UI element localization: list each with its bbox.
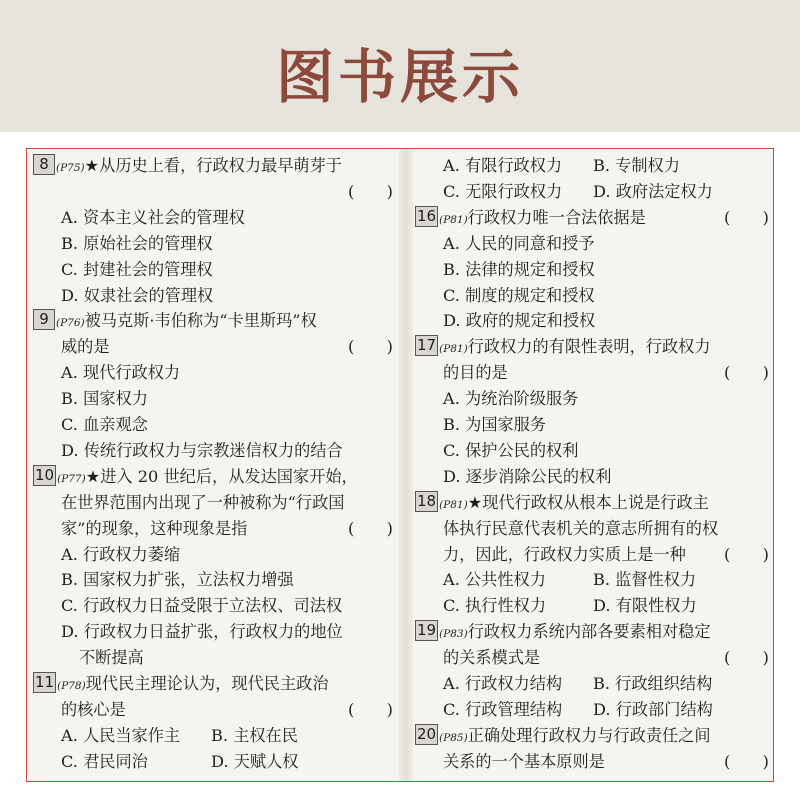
- answer-option: B. 专制权力: [593, 156, 680, 175]
- answer-blank: ( ): [723, 207, 769, 227]
- text-line: [33, 205, 395, 231]
- answer-option: B. 监督性权力: [593, 570, 697, 590]
- text-line: [415, 645, 771, 671]
- page-reference: (P85): [439, 731, 468, 744]
- banner: [0, 0, 800, 132]
- question-number: 17: [417, 336, 437, 355]
- answer-option: A. 现代行政权力: [61, 363, 181, 383]
- text-line: [415, 723, 771, 749]
- answer-blank: ( ): [347, 518, 393, 538]
- answer-option: C. 执行性权力: [443, 596, 547, 616]
- answer-option: B. 行政组织结构: [593, 674, 713, 693]
- page-reference: (P77): [57, 472, 86, 485]
- page-reference: (P76): [56, 317, 85, 330]
- answer-option: A. 有限行政权力: [443, 156, 563, 175]
- answer-option: B. 国家权力: [61, 389, 148, 409]
- text-line: [415, 438, 771, 464]
- text-line: [33, 360, 395, 386]
- text-line: [415, 567, 771, 593]
- text-line: [415, 179, 771, 205]
- page-reference: (P78): [57, 680, 86, 692]
- answer-option: C. 封建社会的管理权: [61, 259, 213, 279]
- answer-option: C. 无限行政权力: [443, 181, 563, 201]
- page-reference: (P81): [439, 498, 468, 511]
- text-line: [33, 542, 395, 568]
- question-text: 的核心是: [61, 699, 126, 719]
- question-number: 16: [417, 206, 437, 225]
- page-reference: (P81): [439, 343, 468, 356]
- question-text: 关系的一个基本原则是: [443, 751, 605, 771]
- answer-option: D. 奴隶社会的管理权: [61, 285, 214, 305]
- answer-option: A. 人民当家作主: [61, 725, 181, 745]
- text-line: [33, 749, 395, 775]
- text-line: [33, 567, 395, 593]
- answer-option: B. 法律的规定和授权: [443, 259, 595, 279]
- question-text: 行政权力系统内部各要素相对稳定: [467, 622, 711, 642]
- question-text: 正确处理行政权力与行政责任之间: [467, 725, 711, 745]
- question-number: 18: [417, 491, 437, 510]
- text-line: [415, 283, 771, 309]
- text-line: [415, 697, 771, 723]
- right-column: [415, 149, 771, 781]
- answer-option: A. 资本主义社会的管理权: [61, 207, 245, 227]
- answer-option: D. 政府的规定和授权: [443, 311, 596, 331]
- text-line: [415, 308, 771, 334]
- answer-option: D. 逐步消除公民的权利: [443, 466, 612, 486]
- answer-blank: ( ): [723, 751, 769, 771]
- answer-option: C. 血亲观念: [61, 415, 148, 434]
- text-line: [33, 619, 395, 645]
- answer-option: C. 行政权力日益受限于立法权、司法权: [61, 596, 343, 616]
- answer-option: D. 行政权力日益扩张，行政权力的地位: [61, 622, 343, 642]
- question-text: 体执行民意代表机关的意志所拥有的权: [443, 518, 719, 538]
- answer-option: B. 国家权力扩张，立法权力增强: [61, 570, 294, 590]
- text-line: [33, 153, 395, 179]
- question-text: ★进入 20 世纪后，从发达国家开始，: [85, 466, 358, 486]
- answer-option: D. 传统行政权力与宗教迷信权力的结合: [61, 440, 343, 460]
- text-line: [33, 412, 395, 438]
- text-line: [33, 179, 395, 205]
- text-line: [33, 438, 395, 464]
- question-text: 行政权力唯一合法依据是: [467, 207, 646, 227]
- answer-blank: ( ): [723, 544, 769, 564]
- text-line: [415, 749, 771, 775]
- question-text: 的关系模式是: [443, 648, 541, 668]
- text-line: [415, 205, 771, 231]
- answer-option: D. 政府法定权力: [593, 181, 713, 201]
- text-line: [415, 412, 771, 438]
- answer-option: B. 为国家服务: [443, 415, 547, 434]
- text-line: [33, 283, 395, 309]
- text-line: [33, 490, 395, 516]
- text-line: [415, 231, 771, 257]
- answer-blank: ( ): [723, 648, 769, 668]
- answer-continuation: 不断提高: [79, 648, 144, 668]
- text-line: [415, 619, 771, 645]
- answer-option: D. 有限性权力: [593, 596, 697, 616]
- text-line: [415, 334, 771, 360]
- text-line: [33, 386, 395, 412]
- answer-option: C. 行政管理结构: [443, 699, 563, 719]
- question-text: 现代民主理论认为，现代民主政治: [85, 674, 329, 693]
- text-line: [415, 516, 771, 542]
- text-line: [415, 593, 771, 619]
- text-line: [415, 153, 771, 179]
- text-line: [33, 723, 395, 749]
- text-line: [415, 490, 771, 516]
- text-line: [33, 697, 395, 723]
- text-line: [33, 334, 395, 360]
- question-text: 威的是: [61, 337, 110, 357]
- banner-title: 图书展示: [275, 43, 524, 111]
- answer-blank: ( ): [347, 337, 393, 357]
- answer-option: C. 制度的规定和授权: [443, 285, 595, 305]
- answer-option: B. 主权在民: [211, 725, 298, 745]
- answer-option: D. 行政部门结构: [593, 699, 713, 719]
- answer-option: A. 为统治阶级服务: [443, 389, 579, 409]
- left-column: [33, 149, 395, 781]
- answer-option: C. 保护公民的权利: [443, 440, 579, 460]
- text-line: [33, 308, 395, 334]
- text-line: [33, 593, 395, 619]
- question-number: 8: [33, 154, 55, 175]
- text-line: [33, 516, 395, 542]
- answer-option: A. 人民的同意和授予: [443, 233, 595, 253]
- page-reference: (P81): [439, 213, 468, 226]
- text-line: [33, 231, 395, 257]
- text-line: [415, 360, 771, 386]
- text-line: [415, 464, 771, 490]
- answer-blank: ( ): [347, 181, 393, 201]
- answer-option: A. 公共性权力: [443, 570, 546, 590]
- text-line: [33, 464, 395, 490]
- answer-option: A. 行政权力萎缩: [61, 544, 181, 564]
- text-line: [33, 645, 395, 671]
- answer-option: C. 君民同治: [61, 751, 148, 771]
- text-line: [415, 257, 771, 283]
- question-number: 11: [35, 673, 55, 691]
- question-text: 家”的现象，这种现象是指: [61, 518, 248, 538]
- question-number: 9: [33, 309, 55, 330]
- question-text: 的目的是: [443, 363, 508, 383]
- question-text: 在世界范围内出现了一种被称为“行政国: [61, 492, 345, 512]
- answer-option: B. 原始社会的管理权: [61, 233, 213, 253]
- question-text: 被马克斯·韦伯称为“卡里斯玛”权: [84, 311, 317, 331]
- book-page-photo: [26, 148, 774, 782]
- question-text: 力，因此，行政权力实质上是一种: [443, 544, 686, 564]
- text-line: [415, 542, 771, 568]
- question-number: 10: [35, 465, 55, 484]
- text-line: [33, 671, 395, 697]
- text-line: [33, 257, 395, 283]
- question-text: ★从历史上看，行政权力最早萌芽于: [84, 156, 342, 175]
- page-reference: (P83): [439, 628, 468, 641]
- question-text: ★现代行政权从根本上说是行政主: [467, 492, 709, 512]
- page-reference: (P75): [56, 162, 85, 174]
- question-number: 19: [417, 621, 437, 640]
- page-gutter: [399, 149, 413, 781]
- answer-option: A. 行政权力结构: [443, 674, 563, 693]
- answer-blank: ( ): [723, 363, 769, 383]
- question-text: 行政权力的有限性表明，行政权力: [467, 337, 711, 357]
- question-number: 20: [417, 724, 437, 743]
- answer-blank: ( ): [347, 699, 393, 719]
- text-line: [415, 386, 771, 412]
- answer-option: D. 天赋人权: [211, 751, 299, 771]
- text-line: [415, 671, 771, 697]
